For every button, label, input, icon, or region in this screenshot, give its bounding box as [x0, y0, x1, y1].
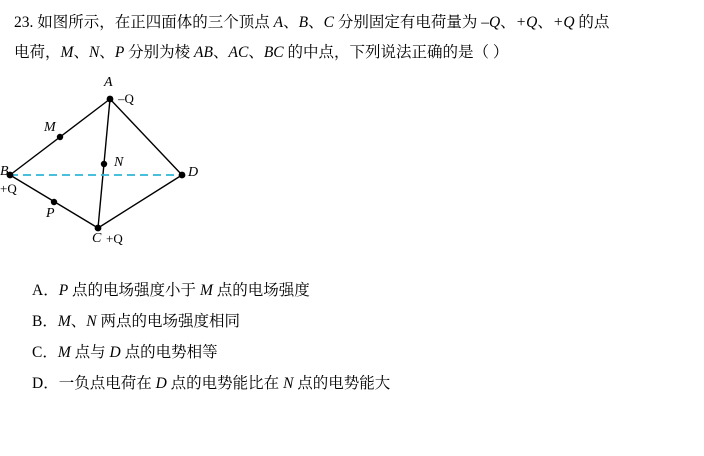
option-c	[32, 337, 690, 368]
tetrahedron-figure	[0, 76, 704, 261]
question-var-C: C	[323, 14, 334, 31]
figure-label-M: M	[44, 120, 56, 135]
figure-label-A: A	[104, 75, 113, 90]
option-d	[32, 368, 690, 399]
question-var-M: M	[60, 44, 74, 61]
question-text-2b: 、	[73, 44, 89, 61]
option-d-key: D．	[32, 375, 59, 392]
question-text-2a: 电荷，	[14, 44, 61, 61]
option-b-mid1: 、	[70, 313, 87, 330]
question-text-2g: 的中点，下列说法正确的是（ ）	[283, 44, 509, 61]
figure-label-C: C	[92, 231, 102, 246]
figure-label-D: D	[188, 165, 199, 180]
question-line-2	[14, 38, 690, 68]
question-text-1a: 如图所示，在正四面体的三个顶点	[37, 14, 274, 31]
question-text-2e: 、	[212, 44, 229, 61]
question-charge-3: +Q	[552, 14, 575, 31]
option-c-mid2: 点的电势相等	[120, 344, 218, 361]
question-edge-BC: BC	[263, 44, 284, 61]
point-D	[179, 172, 186, 179]
figure-points	[7, 96, 186, 232]
option-c-var2: D	[109, 344, 121, 361]
question-text-1d: 分别固定有电荷量为	[333, 14, 482, 31]
figure-charge-C: +Q	[106, 231, 123, 246]
question-line-1	[14, 8, 690, 38]
edge-C-D	[98, 175, 182, 228]
option-d-mid2: 点的电势能大	[293, 375, 391, 392]
option-c-key: C．	[32, 344, 58, 361]
point-M	[57, 134, 63, 140]
question-edge-AC: AC	[228, 44, 249, 61]
option-a-var2: M	[199, 282, 213, 299]
option-d-pre: 一负点电荷在	[58, 375, 156, 392]
option-b-key: B．	[32, 313, 58, 330]
point-N	[101, 161, 107, 167]
figure-charge-A: –Q	[118, 91, 134, 106]
question-var-A: A	[273, 14, 284, 31]
question-text-2d: 分别为棱	[124, 44, 195, 61]
question-text-2c: 、	[99, 44, 115, 61]
question-charge-2: +Q	[515, 14, 538, 31]
option-d-mid1: 点的电势能比在	[166, 375, 284, 392]
question-text-1e: 、	[500, 14, 516, 31]
question-edge-AB: AB	[194, 44, 213, 61]
point-P	[51, 199, 57, 205]
question-charge-1: –Q	[481, 14, 501, 31]
option-a-mid2: 点的电场强度	[212, 282, 310, 299]
point-A	[107, 96, 114, 103]
question-text-1g: 的点	[574, 14, 610, 31]
figure-label-B: B	[0, 164, 9, 179]
option-a	[32, 275, 690, 306]
options-list	[32, 275, 690, 399]
option-b-var2: N	[86, 313, 97, 330]
option-c-var1: M	[57, 344, 71, 361]
option-d-var2: N	[283, 375, 294, 392]
option-b-var1: M	[57, 313, 71, 330]
figure-edges	[10, 99, 182, 228]
question-var-N: N	[88, 44, 100, 61]
question-var-B: B	[298, 14, 309, 31]
option-b	[32, 306, 690, 337]
option-b-mid2: 两点的电场强度相同	[96, 313, 241, 330]
question-text-2f: 、	[248, 44, 264, 61]
option-c-mid1: 点与	[70, 344, 110, 361]
question-text-1f: 、	[537, 14, 553, 31]
figure-charge-B: +Q	[0, 181, 17, 196]
question-var-P: P	[114, 44, 125, 61]
question-text-1c: 、	[308, 14, 324, 31]
figure-label-N: N	[114, 155, 124, 170]
option-a-var1: P	[58, 282, 69, 299]
option-a-mid1: 点的电场强度小于	[68, 282, 200, 299]
option-d-var1: D	[155, 375, 167, 392]
option-a-key: A．	[32, 282, 59, 299]
question-text-1b: 、	[283, 14, 299, 31]
figure-label-P: P	[46, 206, 55, 221]
question-number: 23.	[14, 14, 34, 31]
